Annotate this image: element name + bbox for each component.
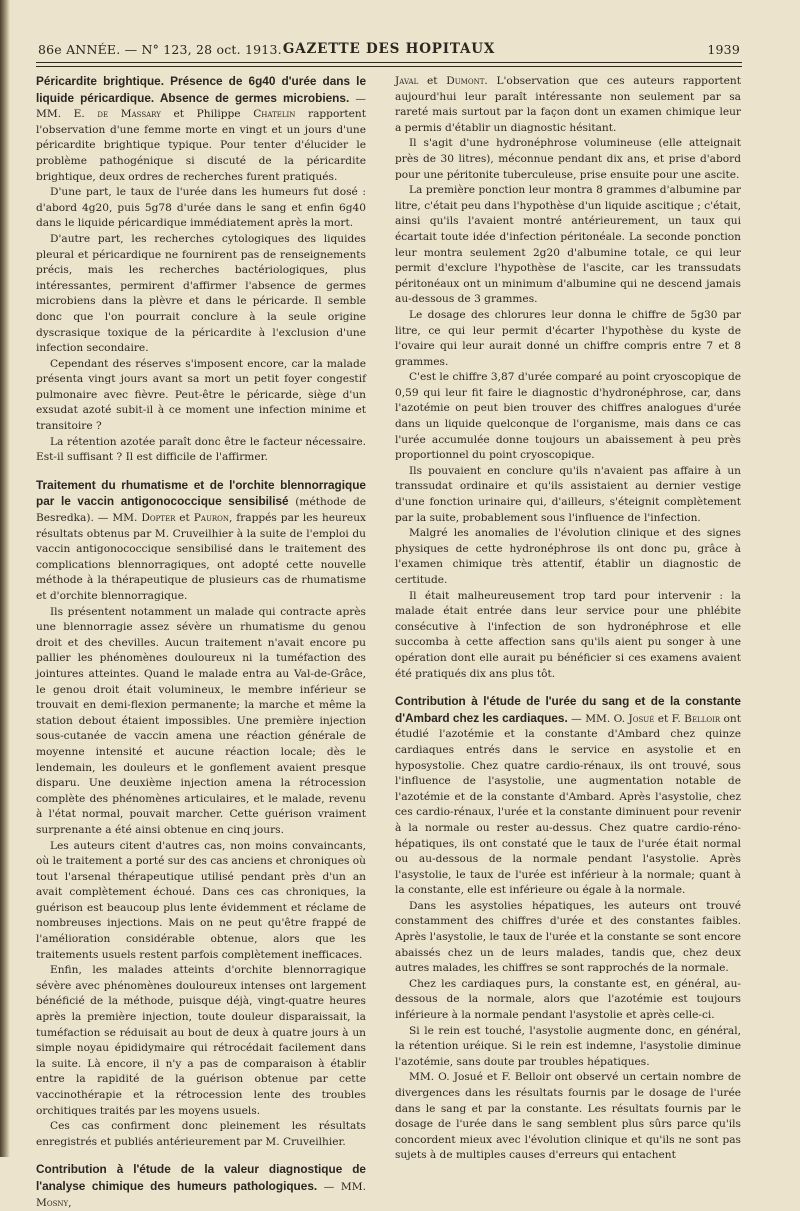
article-paragraph: Il était malheureusement trop tard pour intervenir : la malade était entrée dans leur service pour une phlébite consécutive à l'infection de son hydronéphrose et elle succomba à cette affection sans qu'ils aient pu songer à une opération dont elle aurait pu bénéficier si ces examens avaient été pratiqués dix ans plus tôt.	[395, 589, 741, 680]
article-paragraph: Le dosage des chlorures leur donna le chiffre de 5g30 par litre, ce qui leur permit d'écarter l'hypothèse du kyste de l'ovaire qui leur aurait donné un chiffre compris entre 7 et 8 grammes.	[395, 308, 741, 368]
right-column	[395, 74, 741, 1164]
article-uree-sang	[395, 694, 741, 1164]
article-paragraph: Cependant des réserves s'imposent encore, car la malade présenta vingt jours avant sa mort un petit foyer congestif pulmonaire avec fièvre. Peut-être le péricarde, siège d'un exsudat azoté subit-il à ce moment une infection minime et transitoire ?	[36, 357, 366, 433]
issue-line: 86e ANNÉE. — N° 123, 28 oct. 1913.	[38, 42, 282, 57]
journal-title: GAZETTE DES HOPITAUX	[282, 41, 496, 57]
article-paragraph: MM. O. Josué et F. Belloir ont observé un certain nombre de divergences dans les résultats fournis par le dosage de l'urée dans le sang et par la constante. Les résultats fournis par le dosage de l'urée dans le sang semblent plus sûrs parce qu'ils concordent mieux avec l'évolution clinique et qu'ils ne sont pas sujets à de multiples causes d'erreurs qui entachent	[395, 1071, 741, 1162]
header-rule-thick	[36, 62, 742, 63]
article-paragraph: Malgré les anomalies de l'évolution clinique et des signes physiques de cette hydronéphrose ils ont donc pu, grâce à l'examen chimique très attentif, établir un diagnostic de certitude.	[395, 527, 741, 586]
article-paragraph: Traitement du rhumatisme et de l'orchite blennorragique par le vaccin antigonococcique sensibilisé (méthode de Besredka). — MM. Dopter et Pauron, frappés par les heureux résultats obtenus par M. Cruveilhier à la suite de l'emploi du vaccin antigonococcique sensibilisé dans le traitement des complications blennorragiques, ont adopté cette nouvelle méthode à la thérapeutique de plusieurs cas de rhumatisme et d'orchite blennorragique.	[36, 477, 367, 602]
article-paragraph: La rétention azotée paraît donc être le facteur nécessaire. Est-il suffisant ? Il est difficile de l'affirmer.	[36, 435, 366, 464]
author-name: Josué	[628, 712, 655, 725]
article-paragraph: La première ponction leur montra 8 grammes d'albumine par litre, c'était peu dans l'hypothèse d'un liquide ascitique ; c'était, ainsi qu'ils l'avaient montré antérieurement, un taux qui écartait toute idée d'infection péritonéale. La seconde ponction leur montra seulement 2g20 d'albumine totale, ce qui leur permit d'exclure l'hypothèse de l'ascite, car les transsudats péritonéaux ont un minimum d'albumine qui ne descend jamais au-dessous de 3 grammes.	[395, 184, 741, 306]
author-name: Javal	[395, 75, 419, 87]
article-paragraph: Ces cas confirment donc pleinement les résultats enregistrés et publiés antérieurement par M. Cruveilhier.	[36, 1120, 366, 1148]
author-name: de Massary	[97, 108, 161, 121]
article-analyse-chimique-continued	[395, 74, 741, 682]
article-paragraph: Les auteurs citent d'autres cas, non moins convaincants, où le traitement a porté sur des cas anciens et chroniques où tout l'arsenal thérapeutique utilisé pendant près d'un an avait complètement échoué. Dans ces cas chroniques, la guérison est beaucoup plus lente évidemment et réclame de nombreuses injections. Mais on ne peut qu'être frappé de l'amélioration considérable obtenue, alors que les traitements usuels restent parfois complètement inefficaces.	[36, 839, 366, 961]
article-paragraph: Javal et Dumont. L'observation que ces auteurs rapportent aujourd'hui leur paraît intéressante non seulement par sa rareté mais surtout par la façon dont un examen chimique leur a permis d'établir un diagnostic hésitant.	[395, 75, 741, 134]
author-name: Pauron	[193, 512, 229, 525]
page-number: 1939	[707, 42, 740, 57]
article-paragraph: D'autre part, les recherches cytologiques des liquides pleural et péricardique ne fournirent pas de renseignements précis, mais les recherches bactériologiques, plus intéressantes, permirent d'affirmer l'absence de germes microbiens dans la plèvre et dans le péricarde. Il semble donc que l'on pourrait conclure à la seule origine dyscrasique toxique de la péricardite à l'exclusion d'une infection secondaire.	[36, 232, 366, 355]
article-paragraph: C'est le chiffre 3,87 d'urée comparé au point cryoscopique de 0,59 qui leur fit faire le diagnostic d'hydronéphrose, car, dans l'azotémie on peut bien trouver des chiffres analogues d'urée dans un liquide quelconque de l'organisme, mais dans ce cas l'urée accumulée donne toujours un abaissement à peu près proportionnel du point cryoscopique.	[395, 371, 741, 462]
article-paragraph: Dans les asystolies hépatiques, les auteurs ont trouvé constamment des chiffres d'urée et des constantes faibles. Après l'asystolie, le taux de l'urée et la constante se sont encore abaissés chez un de leurs malades, tandis que, chez deux autres malades, les chiffres se sont rapprochés de la normale.	[395, 899, 741, 975]
binding-shadow	[0, 0, 10, 1157]
article-paragraph: Il s'agit d'une hydronéphrose volumineuse (elle atteignait près de 30 litres), méconnue pendant dix ans, et prise d'abord pour une péritonite tuberculeuse, prise ensuite pour une ascite.	[395, 137, 741, 181]
article-paragraph: Si le rein est touché, l'asystolie augmente donc, en général, la rétention uréique. Si le rein est indemne, l'asystolie diminue l'azotémie, sans doute par troubles hépatiques.	[395, 1024, 741, 1068]
article-rhumatisme	[36, 478, 366, 1151]
article-paragraph: Péricardite brightique. Présence de 6g40 d'urée dans le liquide péricardique. Absence de germes microbiens. — MM. E. de Massary et Philippe Chatelin rapportent l'observation d'une femme morte en vingt et un jours d'une péricardite brightique typique. Pour tenter d'élucider le problème pathogénique si discuté de la péricardite brightique, deux ordres de recherches furent pratiqués.	[36, 74, 366, 183]
page-header	[38, 38, 740, 60]
article-heading: Contribution à l'étude de l'urée du sang et de la constante d'Ambard chez les cardiaques.	[395, 694, 741, 725]
article-paragraph: Ils pouvaient en conclure qu'ils n'avaient pas affaire à un transsudat ordinaire et qu'ils assistaient au dernier vestige d'une fonction urinaire qui, d'ailleurs, s'éteignit complètement par la suite, probablement sous l'influence de l'infection.	[395, 464, 741, 524]
header-rule-thin	[36, 66, 742, 67]
article-paragraph: Chez les cardiaques purs, la constante est, en général, au-dessous de la normale, alors que l'azotémie est toujours inférieure à la normale pendant l'asystolie et après celle-ci.	[395, 977, 741, 1022]
article-paragraph: Contribution à l'étude de la valeur diagnostique de l'analyse chimique des humeurs pathologiques. — MM. Mosny,	[36, 1162, 366, 1209]
article-heading: Contribution à l'étude de la valeur diagnostique de l'analyse chimique des humeurs pathologiques.	[36, 1162, 366, 1193]
author-name: Mosny	[36, 1196, 69, 1209]
article-analyse-chimique	[36, 1162, 366, 1211]
author-name: Dumont	[446, 75, 485, 87]
left-column	[36, 74, 366, 1211]
article-paragraph: Enfin, les malades atteints d'orchite blennorragique sévère avec phénomènes douloureux intenses ont largement bénéficié de la méthode, puisque déjà, vingt-quatre heures après la première injection, toute douleur disparaissait, la tuméfaction se réduisait au bout de deux à quatre jours à un simple noyau épididymaire qui rétrocédait facilement dans la suite. Là encore, il n'y a pas de comparaison à établir entre la rapidité de la guérison obtenue par cette vaccinothérapie et la rétrocession lente des troubles orchitiques traités par les moyens usuels.	[36, 964, 366, 1117]
author-name: Dopter	[141, 512, 176, 525]
article-paragraph: D'une part, le taux de l'urée dans les humeurs fut dosé : d'abord 4g20, puis 5g78 d'urée dans le sang et enfin 6g40 dans le liquide péricardique immédiatement après la mort.	[36, 186, 366, 230]
article-paragraph: Contribution à l'étude de l'urée du sang et de la constante d'Ambard chez les cardiaques. — MM. O. Josué et F. Belloir ont étudié l'azotémie et la constante d'Ambard chez quinze cardiaques entrés dans le service en asystolie et en hyposystolie. Chez quatre cardio-rénaux, ils ont trouvé, sous l'influence de l'asystolie, une augmentation notable de l'azotémie et de la constante d'Ambard. Après l'asystolie, chez ces cardio-rénaux, l'urée et la constante diminuent pour revenir à la normale ou rester au-dessus. Chez quatre cardio-réno-hépatiques, ils ont constaté que le taux de l'urée était normal ou au-dessous de la normale pendant l'asystolie. Après l'asystolie, le taux de l'urée est inférieur à la normale; quant à la constante, elle est inférieure ou égale à la normale.	[395, 694, 741, 897]
article-paragraph: Ils présentent notamment un malade qui contracte après une blennorragie assez sévère un rhumatisme du genou droit et des chevilles. Aucun traitement n'avait encore pu pallier les phénomènes douloureux ni la tuméfaction des jointures atteintes. Quand le malade entra au Val-de-Grâce, le genou droit était volumineux, le membre inférieur se trouvait en demi-flexion permanente; la marche et même la station debout étaient impossibles. Une première injection sous-cutanée de vaccin amena une réaction générale de moyenne intensité et aucune réaction locale; dès le lendemain, les douleurs et le gonflement avaient presque disparu. Une deuxième injection amena la rétrocession complète des phénomènes articulaires, et le malade, revenu à l'état normal, pouvait marcher. Cette guérison vraiment surprenante a été ainsi obtenue en cinq jours.	[36, 605, 366, 836]
author-name: Belloir	[684, 712, 721, 725]
article-heading: Traitement du rhumatisme et de l'orchite blennorragique par le vaccin antigonococcique sensibilisé	[36, 477, 366, 509]
article-pericardite	[36, 74, 366, 466]
author-name: Chatelin	[253, 108, 296, 121]
article-heading: Péricardite brightique. Présence de 6g40 d'urée dans le liquide péricardique. Absence de germes microbiens.	[36, 74, 366, 105]
